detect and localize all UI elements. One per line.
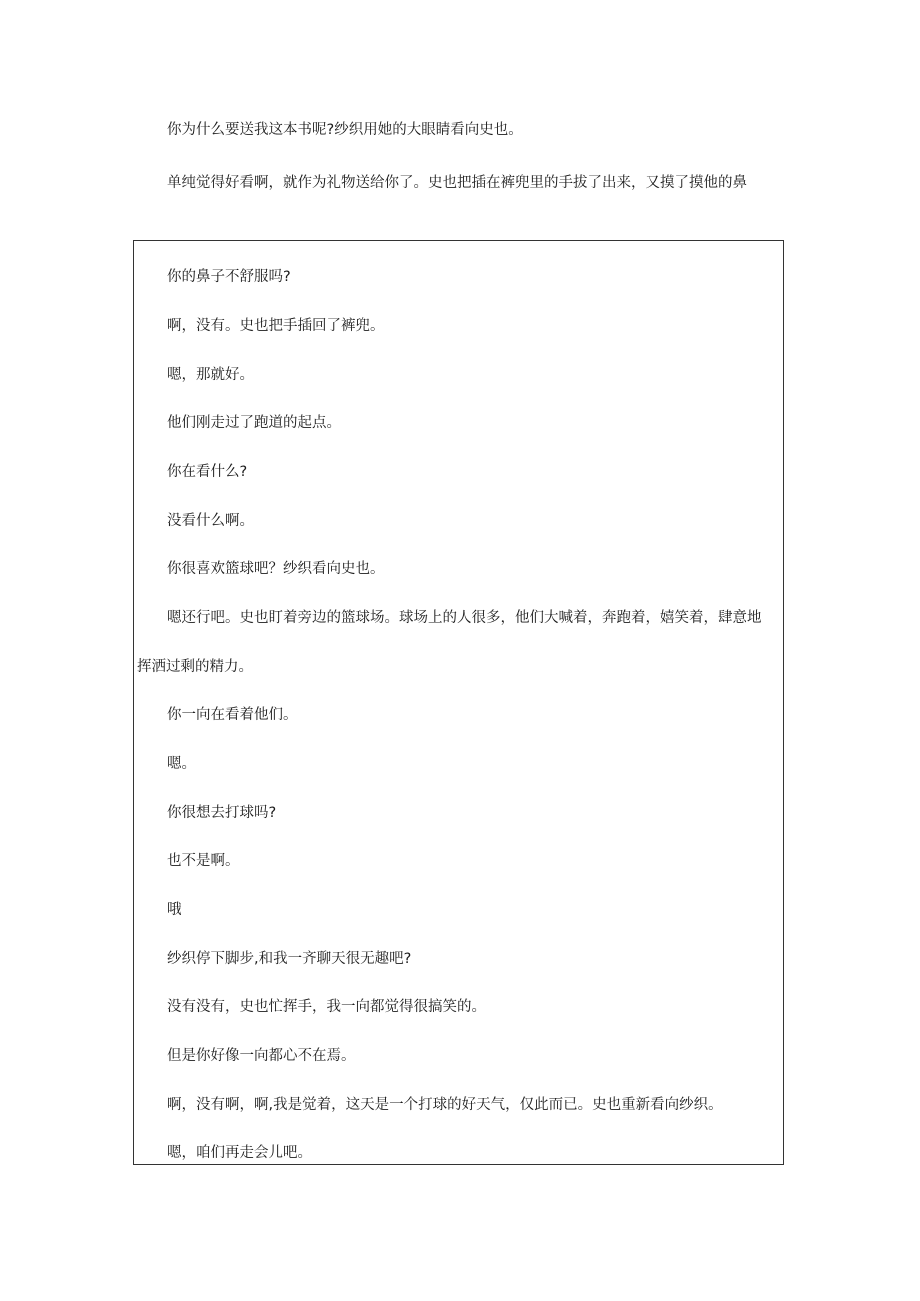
dialogue-line-18: 嗯，咱们再走会儿吧。	[167, 1145, 312, 1161]
dialogue-line-11: 你很想去打球吗?	[167, 805, 277, 821]
dialogue-line-12: 也不是啊。	[167, 853, 240, 869]
dialogue-line-16: 但是你好像一向都心不在焉。	[167, 1048, 356, 1064]
dialogue-line-17: 啊，没有啊，啊,我是觉着，这天是一个打球的好天气，仅此而已。史也重新看向纱织。	[167, 1097, 723, 1113]
dialogue-line-7: 你很喜欢篮球吧？纱织看向史也。	[167, 561, 385, 577]
intro-paragraph-1: 你为什么要送我这本书呢?纱织用她的大眼睛看向史也。	[167, 122, 523, 138]
dialogue-line-15: 没有没有，史也忙挥手，我一向都觉得很搞笑的。	[167, 999, 486, 1015]
dialogue-line-10: 嗯。	[167, 756, 196, 772]
dialogue-line-4: 他们刚走过了跑道的起点。	[167, 415, 341, 431]
dialogue-line-9: 你一向在看着他们。	[167, 707, 298, 723]
dialogue-line-2: 啊，没有。史也把手插回了裤兜。	[167, 318, 385, 334]
dialogue-line-6: 没看什么啊。	[167, 513, 254, 529]
intro-paragraph-2: 单纯觉得好看啊，就作为礼物送给你了。史也把插在裤兜里的手拔了出来，又摸了摸他的鼻	[167, 175, 747, 191]
dialogue-line-3: 嗯，那就好。	[167, 367, 254, 383]
dialogue-line-8: 嗯还行吧。史也盯着旁边的篮球场。球场上的人很多，他们大喊着，奔跑着，嬉笑着，肆意地	[167, 610, 762, 626]
dialogue-line-5: 你在看什么?	[167, 464, 248, 480]
dialogue-line-1: 你的鼻子不舒服吗?	[167, 269, 291, 285]
dialogue-box	[133, 240, 784, 1165]
dialogue-line-14: 纱织停下脚步,和我一齐聊天很无趣吧?	[167, 951, 412, 967]
dialogue-line-8-continued: 挥洒过剩的精力。	[137, 659, 253, 675]
dialogue-line-13: 哦	[167, 902, 182, 918]
